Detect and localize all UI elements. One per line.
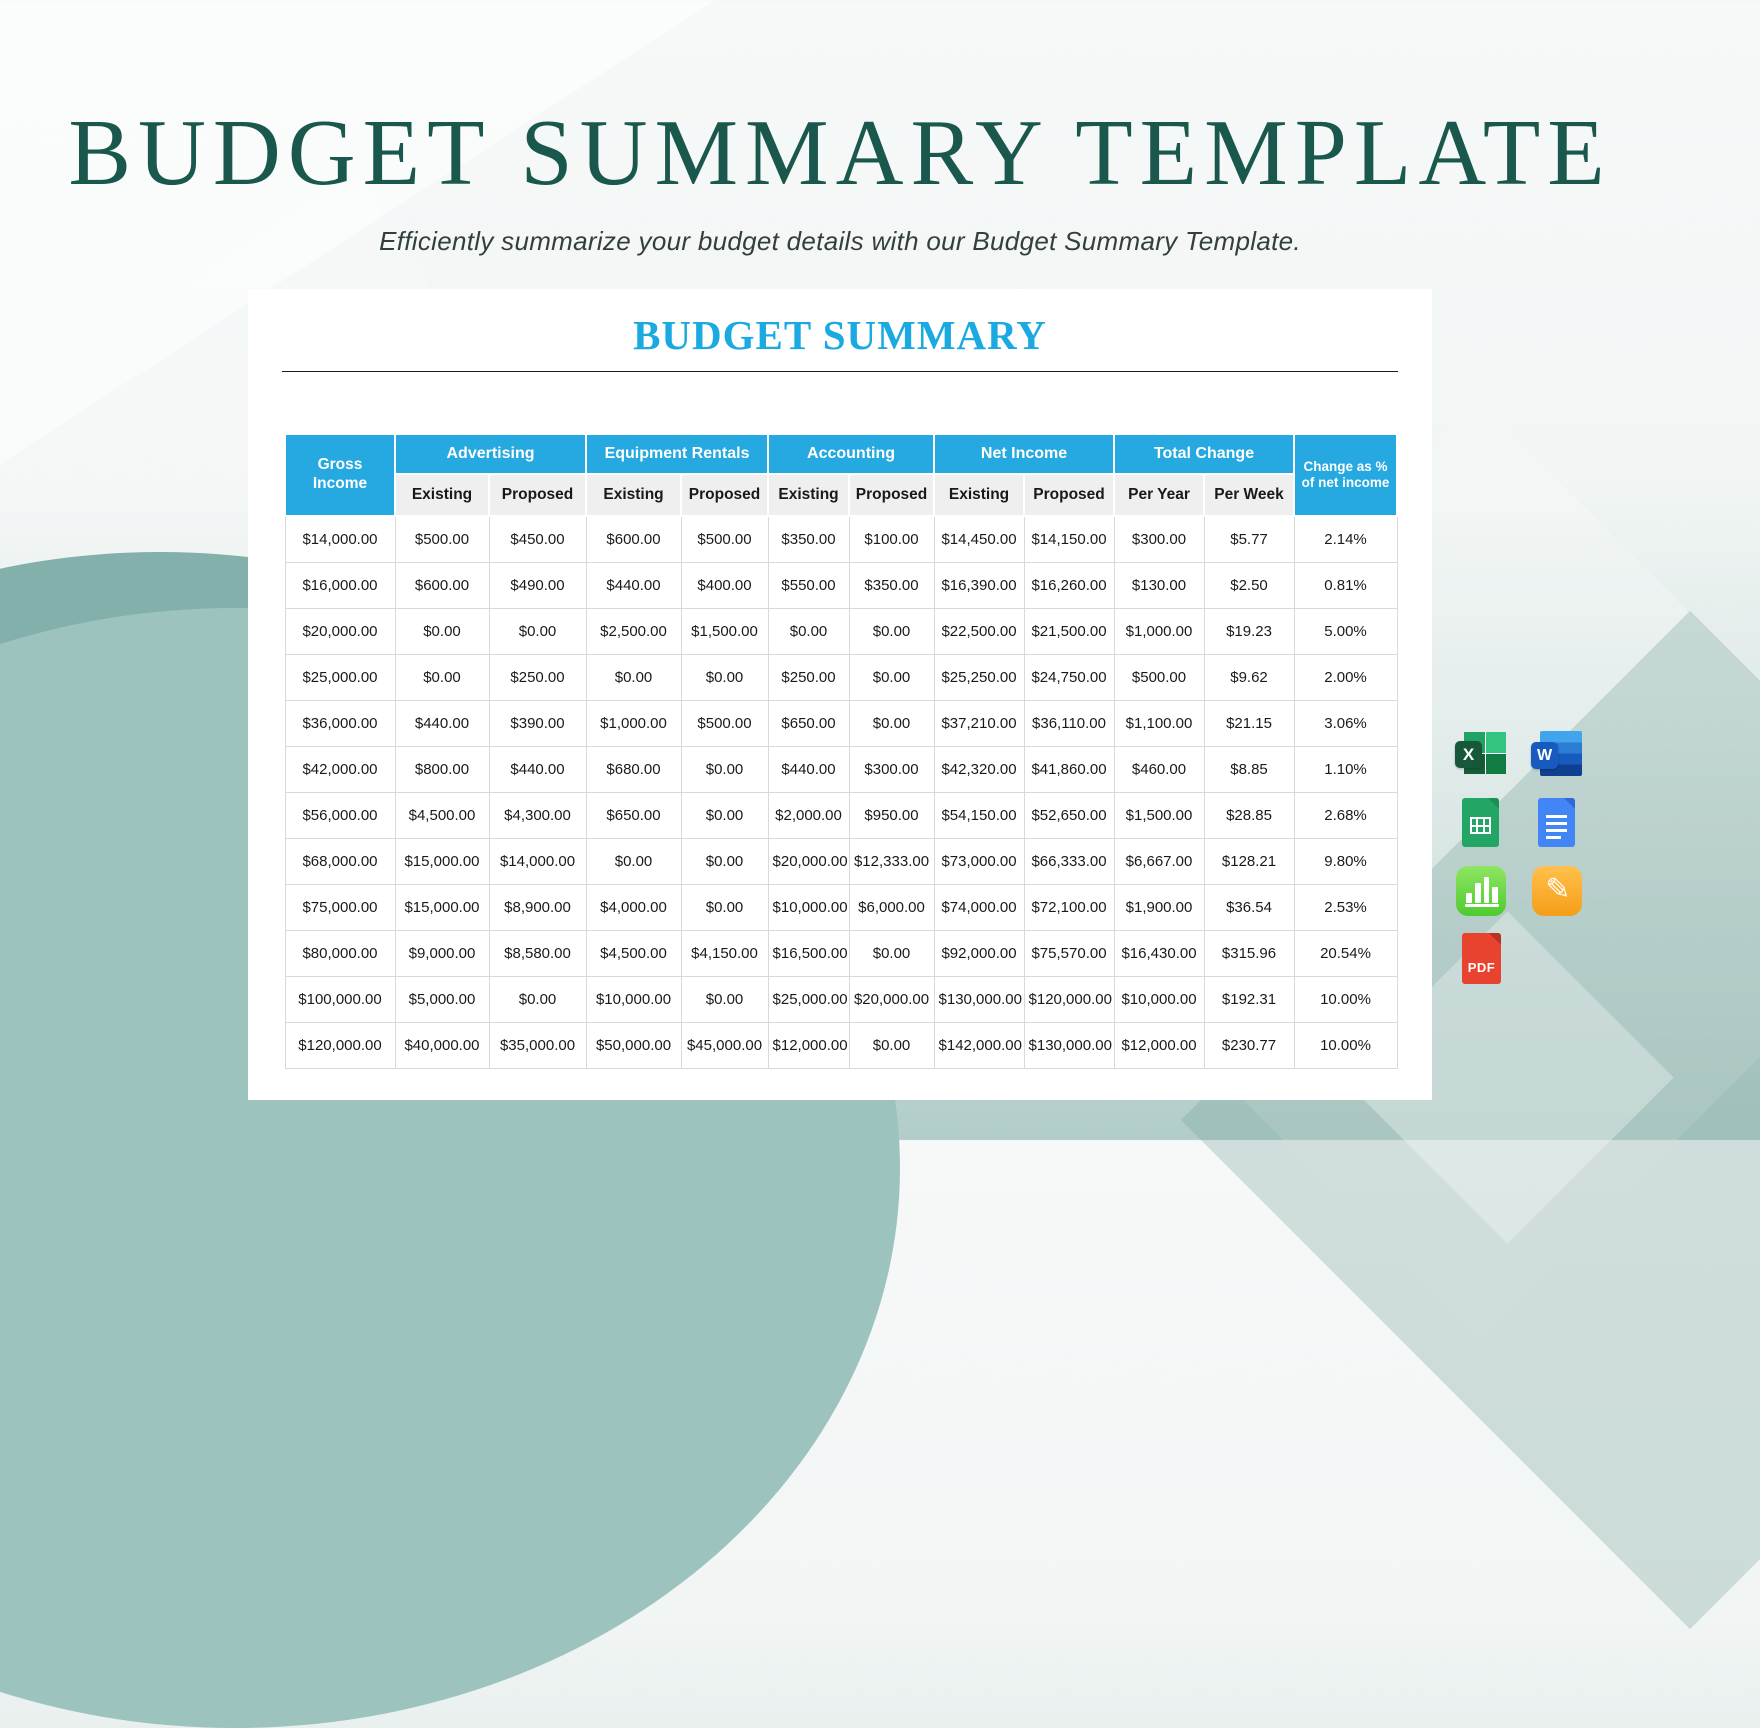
cell-r1-c2: $500.00: [395, 516, 489, 563]
cell-r3-c11: $19.23: [1204, 609, 1294, 655]
header-sub-row: [285, 474, 1397, 516]
cell-r1-c12: 2.14%: [1294, 516, 1397, 563]
subheader-existing: Existing: [768, 474, 849, 516]
cell-r12-c1: $120,000.00: [285, 1023, 395, 1069]
pdf-fold: [1489, 933, 1501, 945]
cell-r10-c9: $75,570.00: [1024, 931, 1114, 977]
cell-r3-c8: $22,500.00: [934, 609, 1024, 655]
cell-r5-c4: $1,000.00: [586, 701, 681, 747]
cell-r11-c7: $20,000.00: [849, 977, 934, 1023]
google-docs-page: [1538, 798, 1575, 847]
budget-table: [284, 433, 1398, 1069]
cell-r7-c10: $1,500.00: [1114, 793, 1204, 839]
cell-r10-c11: $315.96: [1204, 931, 1294, 977]
table-row: [285, 701, 1397, 747]
cell-r9-c5: $0.00: [681, 885, 768, 931]
cell-r1-c6: $350.00: [768, 516, 849, 563]
subheader-existing: Existing: [395, 474, 489, 516]
cell-r2-c8: $16,390.00: [934, 563, 1024, 609]
cell-r5-c5: $500.00: [681, 701, 768, 747]
cell-r9-c4: $4,000.00: [586, 885, 681, 931]
cell-r5-c7: $0.00: [849, 701, 934, 747]
cell-r11-c10: $10,000.00: [1114, 977, 1204, 1023]
heading-divider: [282, 371, 1398, 372]
bar-chart-baseline: [1465, 904, 1499, 907]
cell-r2-c3: $490.00: [489, 563, 586, 609]
cell-r6-c3: $440.00: [489, 747, 586, 793]
cell-r3-c3: $0.00: [489, 609, 586, 655]
subheader-proposed: Proposed: [1024, 474, 1114, 516]
google-sheets-page: [1462, 798, 1499, 847]
cell-r2-c11: $2.50: [1204, 563, 1294, 609]
cell-r12-c10: $12,000.00: [1114, 1023, 1204, 1069]
cell-r11-c4: $10,000.00: [586, 977, 681, 1023]
cell-r4-c10: $500.00: [1114, 655, 1204, 701]
cell-r11-c12: 10.00%: [1294, 977, 1397, 1023]
cell-r11-c3: $0.00: [489, 977, 586, 1023]
cell-r9-c7: $6,000.00: [849, 885, 934, 931]
cell-r6-c5: $0.00: [681, 747, 768, 793]
cell-r7-c12: 2.68%: [1294, 793, 1397, 839]
cell-r7-c5: $0.00: [681, 793, 768, 839]
cell-r10-c8: $92,000.00: [934, 931, 1024, 977]
cell-r7-c2: $4,500.00: [395, 793, 489, 839]
cell-r8-c9: $66,333.00: [1024, 839, 1114, 885]
cell-r7-c11: $28.85: [1204, 793, 1294, 839]
budget-table-head: [285, 434, 1397, 516]
cell-r11-c5: $0.00: [681, 977, 768, 1023]
cell-r4-c5: $0.00: [681, 655, 768, 701]
excel-icon[interactable]: [1455, 729, 1507, 781]
cell-r9-c8: $74,000.00: [934, 885, 1024, 931]
cell-r3-c12: 5.00%: [1294, 609, 1397, 655]
subheader-proposed: Proposed: [681, 474, 768, 516]
table-row: [285, 793, 1397, 839]
cell-r3-c10: $1,000.00: [1114, 609, 1204, 655]
cell-r3-c9: $21,500.00: [1024, 609, 1114, 655]
cell-r8-c12: 9.80%: [1294, 839, 1397, 885]
subheader-existing: Existing: [934, 474, 1024, 516]
cell-r4-c9: $24,750.00: [1024, 655, 1114, 701]
header-group-net-income: Net Income: [934, 434, 1114, 474]
cell-r10-c12: 20.54%: [1294, 931, 1397, 977]
cell-r10-c10: $16,430.00: [1114, 931, 1204, 977]
budget-table-body: [285, 516, 1397, 1069]
cell-r8-c3: $14,000.00: [489, 839, 586, 885]
cell-r7-c8: $54,150.00: [934, 793, 1024, 839]
header-gross-income: Gross Income: [285, 434, 395, 516]
cell-r4-c11: $9.62: [1204, 655, 1294, 701]
pdf-label: PDF: [1467, 960, 1496, 975]
cell-r3-c6: $0.00: [768, 609, 849, 655]
cell-r7-c4: $650.00: [586, 793, 681, 839]
header-group-advertising: Advertising: [395, 434, 586, 474]
cell-r11-c1: $100,000.00: [285, 977, 395, 1023]
table-row: [285, 839, 1397, 885]
subheader-per-week: Per Week: [1204, 474, 1294, 516]
cell-r2-c6: $550.00: [768, 563, 849, 609]
cell-r9-c10: $1,900.00: [1114, 885, 1204, 931]
cell-r8-c8: $73,000.00: [934, 839, 1024, 885]
cell-r2-c7: $350.00: [849, 563, 934, 609]
cell-r8-c1: $68,000.00: [285, 839, 395, 885]
template-card: [248, 289, 1432, 1100]
cell-r4-c4: $0.00: [586, 655, 681, 701]
cell-r6-c9: $41,860.00: [1024, 747, 1114, 793]
apple-numbers-icon[interactable]: [1455, 865, 1507, 917]
cell-r9-c11: $36.54: [1204, 885, 1294, 931]
google-docs-lines: [1546, 815, 1567, 843]
cell-r9-c2: $15,000.00: [395, 885, 489, 931]
pen-glyph: ✎: [1545, 873, 1571, 906]
cell-r7-c7: $950.00: [849, 793, 934, 839]
cell-r12-c11: $230.77: [1204, 1023, 1294, 1069]
cell-r4-c8: $25,250.00: [934, 655, 1024, 701]
table-row: [285, 931, 1397, 977]
google-docs-icon[interactable]: [1531, 797, 1583, 849]
cell-r12-c8: $142,000.00: [934, 1023, 1024, 1069]
subheader-proposed: Proposed: [489, 474, 586, 516]
cell-r3-c7: $0.00: [849, 609, 934, 655]
cell-r8-c11: $128.21: [1204, 839, 1294, 885]
cell-r1-c7: $100.00: [849, 516, 934, 563]
cell-r4-c6: $250.00: [768, 655, 849, 701]
cell-r7-c3: $4,300.00: [489, 793, 586, 839]
excel-badge-letter: X: [1455, 741, 1482, 768]
cell-r2-c5: $400.00: [681, 563, 768, 609]
cell-r12-c2: $40,000.00: [395, 1023, 489, 1069]
cell-r8-c6: $20,000.00: [768, 839, 849, 885]
cell-r12-c7: $0.00: [849, 1023, 934, 1069]
apple-pages-icon[interactable]: [1531, 865, 1583, 917]
google-docs-fold: [1564, 798, 1575, 809]
cell-r5-c9: $36,110.00: [1024, 701, 1114, 747]
cell-r8-c2: $15,000.00: [395, 839, 489, 885]
cell-r10-c7: $0.00: [849, 931, 934, 977]
cell-r6-c2: $800.00: [395, 747, 489, 793]
cell-r3-c2: $0.00: [395, 609, 489, 655]
cell-r2-c2: $600.00: [395, 563, 489, 609]
table-row: [285, 1023, 1397, 1069]
cell-r12-c4: $50,000.00: [586, 1023, 681, 1069]
pdf-page: [1462, 933, 1501, 984]
cell-r10-c6: $16,500.00: [768, 931, 849, 977]
header-group-row: [285, 434, 1397, 474]
word-badge-letter: W: [1531, 742, 1558, 769]
cell-r1-c4: $600.00: [586, 516, 681, 563]
cell-r8-c4: $0.00: [586, 839, 681, 885]
bar-chart-glyph: [1466, 877, 1498, 903]
table-row: [285, 609, 1397, 655]
cell-r7-c9: $52,650.00: [1024, 793, 1114, 839]
pdf-icon[interactable]: [1455, 933, 1507, 985]
header-change-as-percent: Change as % of net income: [1294, 434, 1397, 516]
cell-r4-c2: $0.00: [395, 655, 489, 701]
cell-r12-c9: $130,000.00: [1024, 1023, 1114, 1069]
cell-r9-c6: $10,000.00: [768, 885, 849, 931]
cell-r5-c12: 3.06%: [1294, 701, 1397, 747]
cell-r3-c5: $1,500.00: [681, 609, 768, 655]
subheader-existing: Existing: [586, 474, 681, 516]
cell-r5-c10: $1,100.00: [1114, 701, 1204, 747]
cell-r5-c8: $37,210.00: [934, 701, 1024, 747]
cell-r1-c3: $450.00: [489, 516, 586, 563]
table-row: [285, 655, 1397, 701]
cell-r11-c2: $5,000.00: [395, 977, 489, 1023]
cell-r6-c4: $680.00: [586, 747, 681, 793]
cell-r6-c7: $300.00: [849, 747, 934, 793]
cell-r11-c8: $130,000.00: [934, 977, 1024, 1023]
google-sheets-icon[interactable]: [1455, 797, 1507, 849]
cell-r12-c5: $45,000.00: [681, 1023, 768, 1069]
cell-r1-c9: $14,150.00: [1024, 516, 1114, 563]
header-group-total-change: Total Change: [1114, 434, 1294, 474]
cell-r10-c3: $8,580.00: [489, 931, 586, 977]
cell-r4-c3: $250.00: [489, 655, 586, 701]
cell-r10-c4: $4,500.00: [586, 931, 681, 977]
cell-r6-c11: $8.85: [1204, 747, 1294, 793]
cell-r3-c1: $20,000.00: [285, 609, 395, 655]
table-row: [285, 563, 1397, 609]
cell-r11-c9: $120,000.00: [1024, 977, 1114, 1023]
cell-r4-c1: $25,000.00: [285, 655, 395, 701]
cell-r1-c1: $14,000.00: [285, 516, 395, 563]
cell-r5-c2: $440.00: [395, 701, 489, 747]
header-group-accounting: Accounting: [768, 434, 934, 474]
table-row: [285, 747, 1397, 793]
cell-r6-c6: $440.00: [768, 747, 849, 793]
hero-section: [0, 0, 1680, 257]
google-sheets-grid: [1470, 817, 1491, 834]
cell-r2-c1: $16,000.00: [285, 563, 395, 609]
cell-r9-c12: 2.53%: [1294, 885, 1397, 931]
cell-r4-c12: 2.00%: [1294, 655, 1397, 701]
table-row: [285, 885, 1397, 931]
cell-r1-c11: $5.77: [1204, 516, 1294, 563]
cell-r8-c5: $0.00: [681, 839, 768, 885]
google-sheets-fold: [1488, 798, 1499, 809]
subheader-per-year: Per Year: [1114, 474, 1204, 516]
cell-r8-c7: $12,333.00: [849, 839, 934, 885]
cell-r11-c11: $192.31: [1204, 977, 1294, 1023]
cell-r10-c5: $4,150.00: [681, 931, 768, 977]
format-icons: [1455, 729, 1583, 985]
cell-r10-c1: $80,000.00: [285, 931, 395, 977]
cell-r9-c9: $72,100.00: [1024, 885, 1114, 931]
cell-r11-c6: $25,000.00: [768, 977, 849, 1023]
table-row: [285, 516, 1397, 563]
cell-r9-c3: $8,900.00: [489, 885, 586, 931]
cell-r2-c10: $130.00: [1114, 563, 1204, 609]
cell-r1-c5: $500.00: [681, 516, 768, 563]
cell-r2-c12: 0.81%: [1294, 563, 1397, 609]
apple-pages-square: [1532, 866, 1582, 916]
word-icon[interactable]: [1531, 729, 1583, 781]
cell-r1-c10: $300.00: [1114, 516, 1204, 563]
page-subtitle: Efficiently summarize your budget details with our Budget Summary Template.: [379, 226, 1301, 256]
cell-r3-c4: $2,500.00: [586, 609, 681, 655]
subheader-proposed: Proposed: [849, 474, 934, 516]
page-title: BUDGET SUMMARY TEMPLATE: [68, 101, 1612, 205]
cell-r8-c10: $6,667.00: [1114, 839, 1204, 885]
cell-r7-c6: $2,000.00: [768, 793, 849, 839]
cell-r6-c10: $460.00: [1114, 747, 1204, 793]
cell-r2-c9: $16,260.00: [1024, 563, 1114, 609]
cell-r12-c3: $35,000.00: [489, 1023, 586, 1069]
cell-r6-c8: $42,320.00: [934, 747, 1024, 793]
apple-numbers-square: [1456, 866, 1506, 916]
cell-r6-c1: $42,000.00: [285, 747, 395, 793]
cell-r4-c7: $0.00: [849, 655, 934, 701]
cell-r6-c12: 1.10%: [1294, 747, 1397, 793]
cell-r1-c8: $14,450.00: [934, 516, 1024, 563]
cell-r5-c3: $390.00: [489, 701, 586, 747]
cell-r2-c4: $440.00: [586, 563, 681, 609]
cell-r12-c12: 10.00%: [1294, 1023, 1397, 1069]
cell-r5-c1: $36,000.00: [285, 701, 395, 747]
cell-r10-c2: $9,000.00: [395, 931, 489, 977]
cell-r5-c6: $650.00: [768, 701, 849, 747]
cell-r7-c1: $56,000.00: [285, 793, 395, 839]
cell-r12-c6: $12,000.00: [768, 1023, 849, 1069]
header-group-equipment-rentals: Equipment Rentals: [586, 434, 768, 474]
card-heading: BUDGET SUMMARY: [633, 312, 1047, 358]
cell-r9-c1: $75,000.00: [285, 885, 395, 931]
cell-r5-c11: $21.15: [1204, 701, 1294, 747]
table-row: [285, 977, 1397, 1023]
